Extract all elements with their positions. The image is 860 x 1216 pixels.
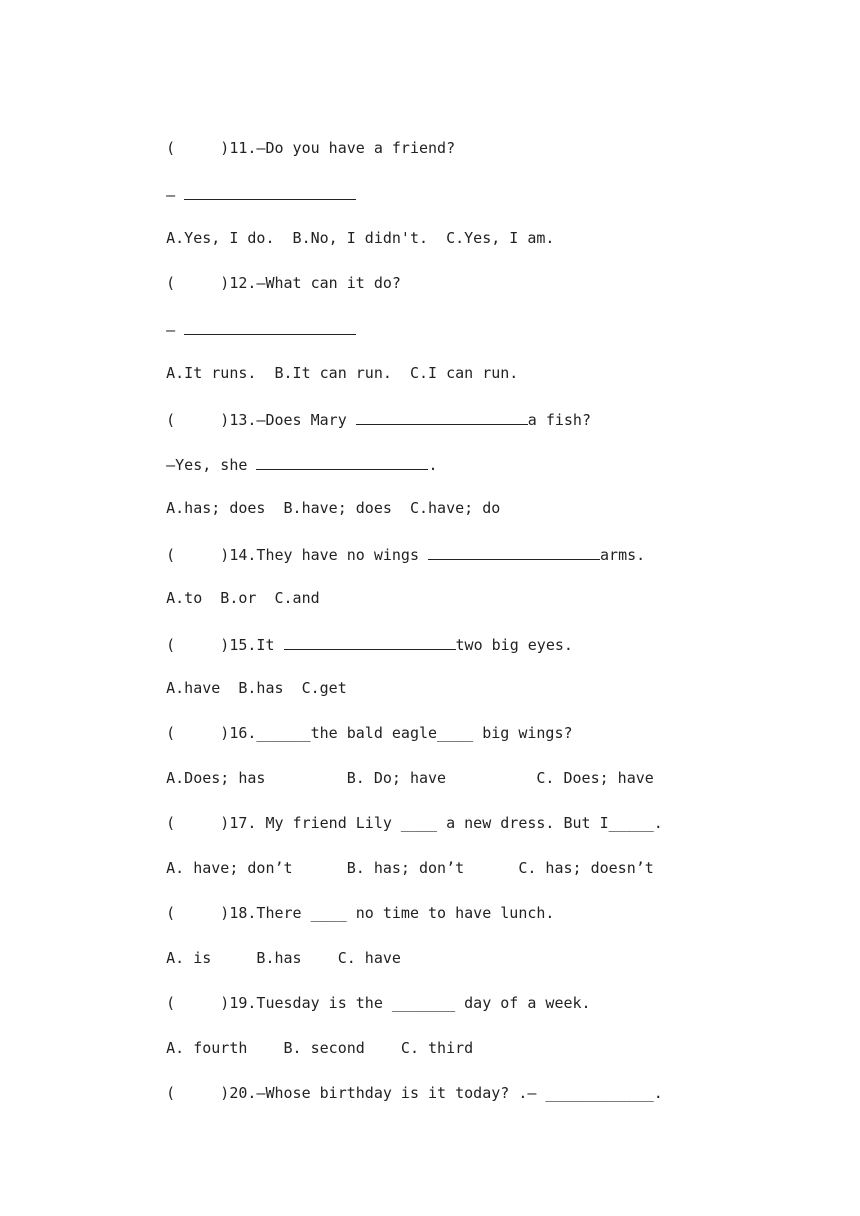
question-18 — [130, 883, 555, 922]
answer-text-start: —Yes, she — [166, 456, 257, 474]
question-11-text: ( )11.—Do you have a friend? — [166, 139, 456, 157]
question-13-answer-line — [130, 433, 438, 474]
question-11 — [130, 118, 456, 157]
question-19-options — [130, 1018, 474, 1057]
question-13-options — [130, 478, 501, 517]
fill-blank[interactable] — [256, 453, 428, 470]
options-text: A. have; don’t B. has; don’t C. has; doesn’t — [166, 859, 654, 877]
question-14 — [130, 523, 646, 564]
question-16-text: ( )16.______the bald eagle____ big wings? — [166, 724, 573, 742]
question-11-options — [130, 208, 555, 247]
question-15-text-end: two big eyes. — [455, 636, 573, 654]
question-12-text: ( )12.—What can it do? — [166, 274, 401, 292]
question-20-text: ( )20.—Whose birthday is it today? .— ____________. — [166, 1084, 663, 1102]
question-19 — [130, 973, 591, 1012]
fill-blank[interactable] — [284, 633, 456, 650]
question-20 — [130, 1063, 663, 1102]
fill-blank[interactable] — [428, 543, 600, 560]
question-12 — [130, 253, 401, 292]
answer-dash: — — [166, 321, 185, 339]
question-13-text-start: ( )13.—Does Mary — [166, 411, 356, 429]
question-11-answer-line — [130, 163, 356, 204]
options-text: A.has; does B.have; does C.have; do — [166, 499, 501, 517]
options-text: A.Yes, I do. B.No, I didn't. C.Yes, I am. — [166, 229, 555, 247]
question-18-options — [130, 928, 401, 967]
question-18-text: ( )18.There ____ no time to have lunch. — [166, 904, 555, 922]
question-15-text-start: ( )15.It — [166, 636, 284, 654]
fill-blank[interactable] — [356, 408, 528, 425]
question-12-options — [130, 343, 519, 382]
options-text: A.It runs. B.It can run. C.I can run. — [166, 364, 519, 382]
options-text: A.Does; has B. Do; have C. Does; have — [166, 769, 654, 787]
question-17-text: ( )17. My friend Lily ____ a new dress. But I_____. — [166, 814, 663, 832]
question-14-text-end: arms. — [600, 546, 646, 564]
question-12-answer-line — [130, 298, 356, 339]
question-16 — [130, 703, 573, 742]
options-text: A. is B.has C. have — [166, 949, 401, 967]
question-15-options — [130, 658, 347, 697]
answer-blank[interactable] — [184, 183, 356, 200]
answer-blank[interactable] — [184, 318, 356, 335]
question-16-options — [130, 748, 654, 787]
question-14-options — [130, 568, 320, 607]
question-15 — [130, 613, 573, 654]
answer-dash: — — [166, 186, 185, 204]
question-19-text: ( )19.Tuesday is the _______ day of a week. — [166, 994, 591, 1012]
question-17-options — [130, 838, 654, 877]
options-text: A. fourth B. second C. third — [166, 1039, 474, 1057]
question-13 — [130, 388, 591, 429]
question-13-text-end: a fish? — [527, 411, 591, 429]
options-text: A.have B.has C.get — [166, 679, 347, 697]
options-text: A.to B.or C.and — [166, 589, 320, 607]
question-17 — [130, 793, 663, 832]
answer-text-end: . — [428, 456, 438, 474]
question-14-text-start: ( )14.They have no wings — [166, 546, 429, 564]
